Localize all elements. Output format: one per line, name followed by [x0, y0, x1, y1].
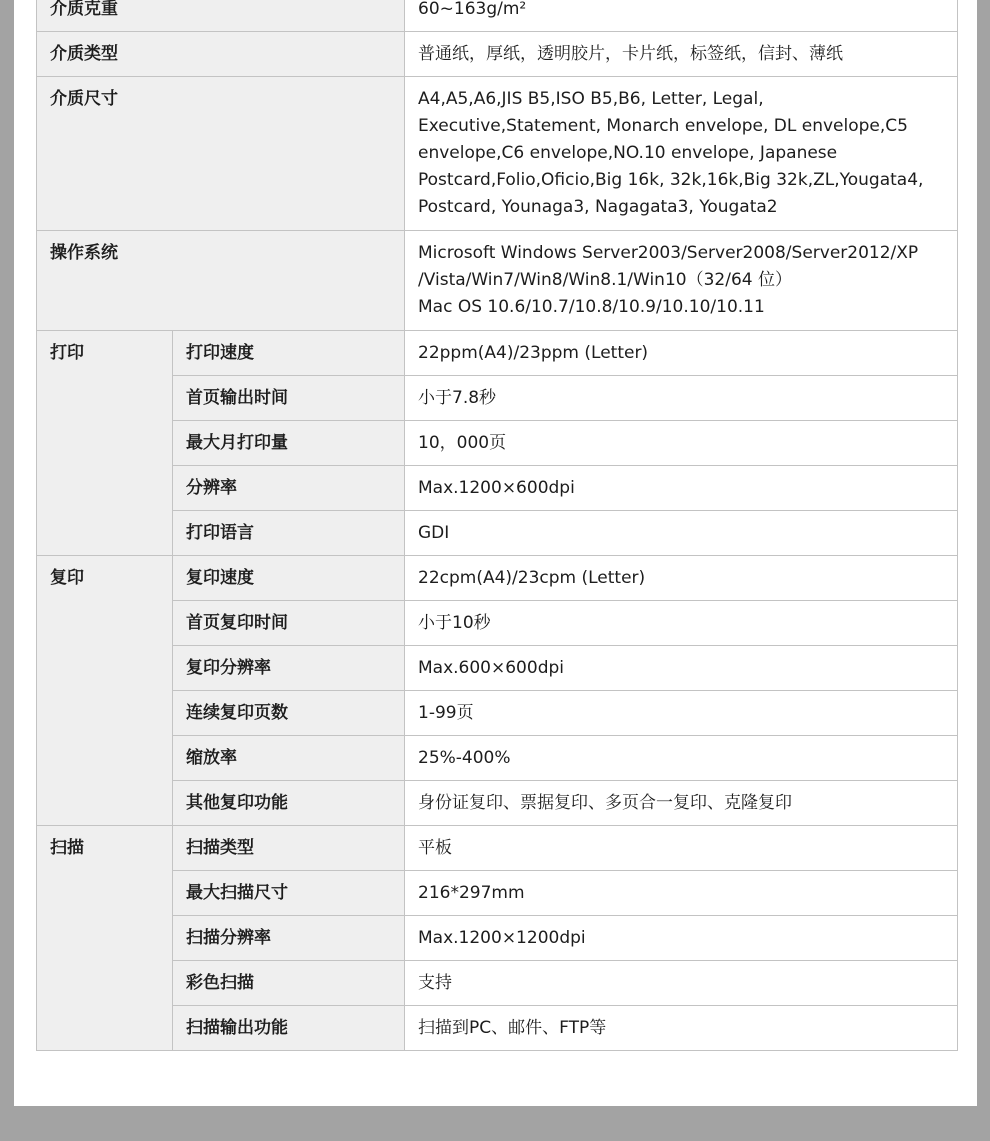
table-row	[37, 781, 958, 826]
spec-label: 首页复印时间	[173, 601, 405, 646]
table-row	[37, 421, 958, 466]
spec-label: 其他复印功能	[173, 781, 405, 826]
table-row	[37, 32, 958, 77]
spec-value: 平板	[405, 826, 958, 871]
category-label: 扫描	[37, 826, 173, 1051]
category-label: 打印	[37, 331, 173, 556]
spec-value: 22cpm(A4)/23cpm (Letter)	[405, 556, 958, 601]
spec-label: 分辨率	[173, 466, 405, 511]
spec-label: 扫描输出功能	[173, 1006, 405, 1051]
spec-value: Max.1200×1200dpi	[405, 916, 958, 961]
spec-label: 介质尺寸	[37, 77, 405, 231]
spec-value: Max.600×600dpi	[405, 646, 958, 691]
table-row	[37, 556, 958, 601]
spec-value: 小于7.8秒	[405, 376, 958, 421]
spec-value	[405, 231, 958, 331]
table-row	[37, 736, 958, 781]
table-row	[37, 466, 958, 511]
table-row	[37, 916, 958, 961]
spec-value: 60~163g/m²	[405, 0, 958, 32]
table-row	[37, 331, 958, 376]
spec-label: 最大扫描尺寸	[173, 871, 405, 916]
spec-value: Max.1200×600dpi	[405, 466, 958, 511]
table-row	[37, 826, 958, 871]
table-row	[37, 77, 958, 231]
table-row	[37, 691, 958, 736]
spec-label: 扫描分辨率	[173, 916, 405, 961]
spec-panel	[14, 0, 977, 1106]
spec-value: 1-99页	[405, 691, 958, 736]
spec-value: A4,A5,A6,JIS B5,ISO B5,B6, Letter, Legal, Executive,Statement, Monarch envelope, DL envelope,C5 envelope,C6 envelope,NO.10 envelope, Japanese Postcard,Folio,Oficio,Big 16k, 32k,16k,Big 32k,ZL,Yougata4, Postcard, Younaga3, Nagagata3, Yougata2	[405, 77, 958, 231]
spec-label: 最大月打印量	[173, 421, 405, 466]
spec-value: 小于10秒	[405, 601, 958, 646]
spec-value: 支持	[405, 961, 958, 1006]
table-row	[37, 0, 958, 32]
spec-label: 首页输出时间	[173, 376, 405, 421]
spec-label: 复印分辨率	[173, 646, 405, 691]
spec-label: 彩色扫描	[173, 961, 405, 1006]
spec-table	[36, 0, 958, 1051]
spec-label: 缩放率	[173, 736, 405, 781]
spec-label: 扫描类型	[173, 826, 405, 871]
spec-label: 复印速度	[173, 556, 405, 601]
spec-label: 打印速度	[173, 331, 405, 376]
table-row	[37, 646, 958, 691]
table-row	[37, 961, 958, 1006]
spec-label: 介质克重	[37, 0, 405, 32]
table-row	[37, 1006, 958, 1051]
spec-label: 操作系统	[37, 231, 405, 331]
table-row	[37, 871, 958, 916]
spec-label: 打印语言	[173, 511, 405, 556]
spec-label: 介质类型	[37, 32, 405, 77]
spec-value: 身份证复印、票据复印、多页合一复印、克隆复印	[405, 781, 958, 826]
table-row	[37, 511, 958, 556]
table-row	[37, 231, 958, 331]
os-line: Microsoft Windows Server2003/Server2008/Server2012/XP /Vista/Win7/Win8/Win8.1/Win10（32/64 位）	[418, 243, 919, 290]
spec-value: 25%-400%	[405, 736, 958, 781]
spec-value: GDI	[405, 511, 958, 556]
spec-value: 扫描到PC、邮件、FTP等	[405, 1006, 958, 1051]
os-line: Mac OS 10.6/10.7/10.8/10.9/10.10/10.11	[418, 297, 765, 317]
spec-value: 10，000页	[405, 421, 958, 466]
spec-label: 连续复印页数	[173, 691, 405, 736]
spec-value: 普通纸，厚纸，透明胶片，卡片纸，标签纸，信封、薄纸	[405, 32, 958, 77]
table-row	[37, 376, 958, 421]
table-row	[37, 601, 958, 646]
category-label: 复印	[37, 556, 173, 826]
spec-value: 22ppm(A4)/23ppm (Letter)	[405, 331, 958, 376]
spec-value: 216*297mm	[405, 871, 958, 916]
